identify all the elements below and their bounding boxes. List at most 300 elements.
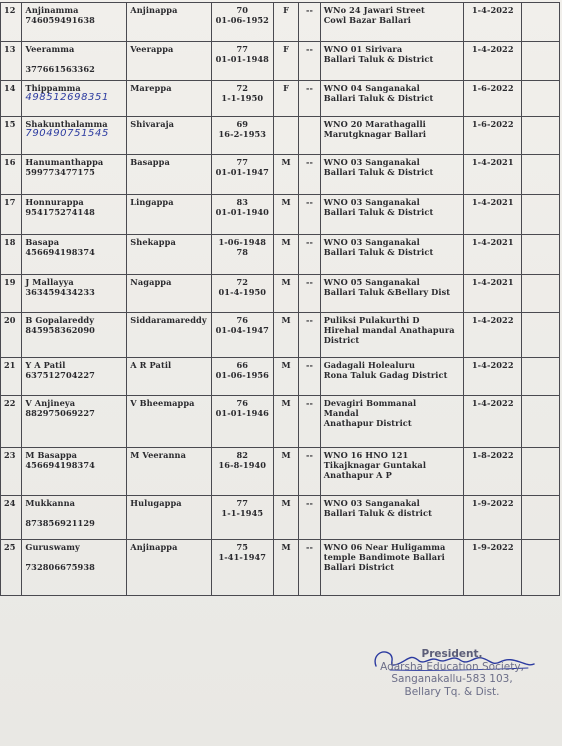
member-name: Shakunthalamma	[25, 119, 108, 129]
gender: M	[281, 542, 291, 552]
table-row	[1, 496, 560, 540]
dash-cell	[299, 81, 320, 117]
address-line: Devagiri Bommanal	[323, 398, 417, 408]
joining-date-cell	[464, 540, 522, 596]
dash-cell	[299, 42, 320, 81]
dash-mark: --	[306, 197, 313, 207]
dash-mark: --	[306, 360, 313, 370]
dash-cell	[299, 313, 320, 358]
address-line: Ballari Taluk & district	[323, 508, 432, 518]
blank-cell	[522, 496, 560, 540]
joining-date-cell	[464, 275, 522, 313]
serial-number-cell	[1, 195, 22, 235]
father-name-cell	[127, 358, 212, 396]
handwritten-number: 790490751545	[25, 128, 109, 139]
address-line: Anathapur District	[323, 418, 412, 428]
address-line: District	[323, 335, 360, 345]
address-cell	[320, 3, 464, 42]
joining-date: 1-8-2022	[471, 450, 514, 460]
serial-number: 13	[4, 44, 16, 54]
address-cell	[320, 81, 464, 117]
date-of-birth: 16-8-1940	[218, 460, 267, 470]
dash-mark: --	[306, 5, 313, 15]
joining-date: 1-4-2022	[471, 360, 514, 370]
serial-number: 15	[4, 119, 16, 129]
date-of-birth: 1-41-1947	[218, 552, 267, 562]
president-stamp	[352, 648, 552, 698]
gender-cell	[273, 3, 298, 42]
handwritten-number: 498512698351	[25, 92, 109, 103]
age-value: 76	[236, 398, 249, 408]
serial-number: 12	[4, 5, 16, 15]
age-dob-cell	[211, 42, 273, 81]
address-line: Gadagali Holealuru	[323, 360, 416, 370]
member-name: Guruswamy	[25, 542, 80, 552]
address-line: WNO 03 Sanganakal	[323, 157, 420, 167]
address-line: WNO 03 Sanganakal	[323, 237, 420, 247]
father-name-cell	[127, 42, 212, 81]
member-name: M Basappa	[25, 450, 78, 460]
joining-date-cell	[464, 3, 522, 42]
gender-cell	[273, 195, 298, 235]
member-name: V Anjineya	[25, 398, 76, 408]
dash-mark: --	[306, 398, 313, 408]
joining-date-cell	[464, 155, 522, 195]
joining-date-cell	[464, 496, 522, 540]
address-line: Ballari Taluk & District	[323, 93, 434, 103]
serial-number-cell	[1, 3, 22, 42]
joining-date: 1-4-2021	[471, 277, 514, 287]
member-name: B Gopalareddy	[25, 315, 95, 325]
gender: M	[281, 398, 291, 408]
address-cell	[320, 496, 464, 540]
address-cell	[320, 313, 464, 358]
age-value: 76	[236, 315, 249, 325]
member-id-number: 746059491638	[25, 15, 95, 25]
address-line: Rona Taluk Gadag District	[323, 370, 448, 380]
father-name: V Bheemappa	[130, 398, 195, 408]
gender: F	[283, 44, 290, 54]
table-row	[1, 275, 560, 313]
gender-cell	[273, 448, 298, 496]
date-of-birth: 01-4-1950	[218, 287, 267, 297]
age-dob-cell	[211, 396, 273, 448]
father-name: Siddaramareddy	[130, 315, 207, 325]
serial-number-cell	[1, 448, 22, 496]
father-name: Mareppa	[130, 83, 172, 93]
father-name-cell	[127, 81, 212, 117]
joining-date: 1-4-2022	[471, 5, 514, 15]
address-line: WNo 24 Jawari Street	[323, 5, 425, 15]
blank-cell	[522, 275, 560, 313]
father-name-cell	[127, 235, 212, 275]
date-of-birth: 01-01-1940	[215, 207, 269, 217]
date-of-birth: 01-06-1952	[215, 15, 269, 25]
member-register-table	[0, 2, 560, 596]
address-cell	[320, 275, 464, 313]
gender-cell	[273, 358, 298, 396]
father-name: Shivaraja	[130, 119, 175, 129]
serial-number-cell	[1, 496, 22, 540]
member-name: Thippamma	[25, 83, 81, 93]
spacer	[25, 508, 123, 518]
address-cell	[320, 396, 464, 448]
father-name: Lingappa	[130, 197, 174, 207]
dash-cell	[299, 155, 320, 195]
joining-date-cell	[464, 42, 522, 81]
joining-date-cell	[464, 117, 522, 155]
member-name: Mukkanna	[25, 498, 76, 508]
table-row	[1, 396, 560, 448]
gender-cell	[273, 275, 298, 313]
dash-mark: --	[306, 277, 313, 287]
member-name: Anjinamma	[25, 5, 79, 15]
gender: M	[281, 237, 291, 247]
blank-cell	[522, 358, 560, 396]
age-value: 1-06-1948	[218, 237, 267, 247]
dash-cell	[299, 275, 320, 313]
member-name-cell	[22, 155, 127, 195]
date-of-birth: 1-1-1945	[221, 508, 264, 518]
address-line: WNO 05 Sanganakal	[323, 277, 420, 287]
gender: M	[281, 450, 291, 460]
serial-number-cell	[1, 396, 22, 448]
member-id-number: 363459434233	[25, 287, 95, 297]
joining-date: 1-4-2022	[471, 315, 514, 325]
joining-date: 1-6-2022	[471, 119, 514, 129]
member-id-number: 882975069227	[25, 408, 95, 418]
gender-cell	[273, 496, 298, 540]
dash-cell	[299, 448, 320, 496]
joining-date: 1-4-2021	[471, 157, 514, 167]
dash-mark: --	[306, 157, 313, 167]
father-name-cell	[127, 448, 212, 496]
father-name-cell	[127, 313, 212, 358]
address-line: Ballari Taluk & District	[323, 207, 434, 217]
gender: M	[281, 197, 291, 207]
address-cell	[320, 448, 464, 496]
dash-mark: --	[306, 315, 313, 325]
serial-number-cell	[1, 81, 22, 117]
date-of-birth: 1-1-1950	[221, 93, 264, 103]
member-id-number: 954175274148	[25, 207, 95, 217]
serial-number: 16	[4, 157, 16, 167]
address-line: WNO 03 Sanganakal	[323, 498, 420, 508]
member-name-cell	[22, 358, 127, 396]
age-dob-cell	[211, 81, 273, 117]
address-line: WNO 20 Marathagalli	[323, 119, 426, 129]
address-line: Cowl Bazar Ballari	[323, 15, 411, 25]
age-dob-cell	[211, 313, 273, 358]
age-dob-cell	[211, 155, 273, 195]
age-value: 82	[236, 450, 249, 460]
address-cell	[320, 540, 464, 596]
blank-cell	[522, 155, 560, 195]
gender: F	[283, 83, 290, 93]
gender-cell	[273, 42, 298, 81]
table-row	[1, 313, 560, 358]
serial-number: 24	[4, 498, 16, 508]
serial-number-cell	[1, 313, 22, 358]
stamp-district: Bellary Tq. & Dist.	[404, 685, 500, 698]
address-line: Mandal	[323, 408, 359, 418]
spacer	[25, 552, 123, 562]
table-row	[1, 3, 560, 42]
age-dob-cell	[211, 275, 273, 313]
serial-number: 14	[4, 83, 16, 93]
spacer	[25, 54, 123, 64]
dash-mark: --	[306, 44, 313, 54]
serial-number: 25	[4, 542, 16, 552]
gender-cell	[273, 396, 298, 448]
serial-number-cell	[1, 540, 22, 596]
address-line: Ballari Taluk &Bellary Dist	[323, 287, 451, 297]
joining-date: 1-4-2021	[471, 237, 514, 247]
gender-cell	[273, 313, 298, 358]
gender-cell	[273, 540, 298, 596]
table-row	[1, 155, 560, 195]
age-value: 77	[236, 44, 249, 54]
joining-date-cell	[464, 396, 522, 448]
address-line: Anathapur A P	[323, 470, 392, 480]
gender-cell	[273, 81, 298, 117]
member-id-number: 377661563362	[25, 64, 95, 74]
father-name: M Veeranna	[130, 450, 187, 460]
age-value: 66	[236, 360, 249, 370]
member-name: Veeramma	[25, 44, 75, 54]
member-name-cell	[22, 496, 127, 540]
member-name-cell	[22, 448, 127, 496]
member-id-number: 456694198374	[25, 460, 95, 470]
table-row	[1, 117, 560, 155]
member-id-number: 637512704227	[25, 370, 95, 380]
table-row	[1, 235, 560, 275]
father-name: Anjinappa	[130, 5, 178, 15]
age-dob-cell	[211, 540, 273, 596]
age-dob-cell	[211, 3, 273, 42]
serial-number-cell	[1, 155, 22, 195]
address-line: Ballari Taluk & District	[323, 167, 434, 177]
age-value: 83	[236, 197, 249, 207]
age-dob-cell	[211, 358, 273, 396]
joining-date-cell	[464, 448, 522, 496]
member-id-number: 732806675938	[25, 562, 95, 572]
blank-cell	[522, 313, 560, 358]
dash-mark: --	[306, 450, 313, 460]
father-name-cell	[127, 195, 212, 235]
joining-date: 1-4-2022	[471, 44, 514, 54]
age-value: 72	[236, 83, 249, 93]
serial-number-cell	[1, 235, 22, 275]
member-name-cell	[22, 3, 127, 42]
gender: M	[281, 157, 291, 167]
table-row	[1, 448, 560, 496]
address-line: WNO 16 HNO 121	[323, 450, 409, 460]
address-line: Puliksi Pulakurthi D	[323, 315, 420, 325]
dash-cell	[299, 117, 320, 155]
joining-date-cell	[464, 81, 522, 117]
blank-cell	[522, 235, 560, 275]
address-cell	[320, 235, 464, 275]
member-name: Y A Patil	[25, 360, 66, 370]
serial-number: 19	[4, 277, 16, 287]
member-name-cell	[22, 275, 127, 313]
serial-number-cell	[1, 42, 22, 81]
address-line: WNO 03 Sanganakal	[323, 197, 420, 207]
father-name: Nagappa	[130, 277, 172, 287]
joining-date-cell	[464, 195, 522, 235]
father-name-cell	[127, 540, 212, 596]
dash-mark: --	[306, 83, 313, 93]
joining-date-cell	[464, 235, 522, 275]
table-row	[1, 195, 560, 235]
stamp-organisation: Adarsha Education Society,	[380, 660, 524, 673]
table-row	[1, 358, 560, 396]
joining-date: 1-4-2022	[471, 398, 514, 408]
father-name: Anjinappa	[130, 542, 178, 552]
member-name-cell	[22, 195, 127, 235]
member-id-number: 845958362090	[25, 325, 95, 335]
serial-number: 23	[4, 450, 16, 460]
dash-mark: --	[306, 237, 313, 247]
address-line: temple Bandimote Ballari	[323, 552, 445, 562]
gender-cell	[273, 117, 298, 155]
age-dob-cell	[211, 496, 273, 540]
member-name-cell	[22, 313, 127, 358]
address-line: WNO 01 Sirivara	[323, 44, 403, 54]
blank-cell	[522, 117, 560, 155]
date-of-birth: 01-01-1947	[215, 167, 269, 177]
gender-cell	[273, 155, 298, 195]
date-of-birth: 01-01-1948	[215, 54, 269, 64]
dash-mark: --	[306, 498, 313, 508]
date-of-birth: 01-01-1946	[215, 408, 269, 418]
blank-cell	[522, 396, 560, 448]
blank-cell	[522, 3, 560, 42]
joining-date: 1-9-2022	[471, 498, 514, 508]
member-name-cell	[22, 235, 127, 275]
address-line: Marutgknagar Ballari	[323, 129, 427, 139]
serial-number: 22	[4, 398, 16, 408]
age-value: 70	[236, 5, 249, 15]
gender-cell	[273, 235, 298, 275]
serial-number-cell	[1, 275, 22, 313]
age-dob-cell	[211, 117, 273, 155]
age-value: 69	[236, 119, 249, 129]
address-line: Hirehal mandal Anathapura	[323, 325, 455, 335]
age-dob-cell	[211, 448, 273, 496]
joining-date: 1-6-2022	[471, 83, 514, 93]
dash-mark: --	[306, 542, 313, 552]
father-name-cell	[127, 155, 212, 195]
gender: M	[281, 360, 291, 370]
father-name-cell	[127, 3, 212, 42]
father-name-cell	[127, 396, 212, 448]
gender: F	[283, 5, 290, 15]
serial-number: 17	[4, 197, 16, 207]
age-value: 77	[236, 498, 249, 508]
dash-cell	[299, 3, 320, 42]
address-line: WNO 04 Sanganakal	[323, 83, 420, 93]
stamp-title: President,	[421, 648, 483, 660]
father-name: Shekappa	[130, 237, 176, 247]
address-line: Tikajknagar Guntakal	[323, 460, 427, 470]
dash-cell	[299, 235, 320, 275]
date-of-birth: 16-2-1953	[218, 129, 267, 139]
serial-number-cell	[1, 117, 22, 155]
serial-number: 21	[4, 360, 16, 370]
father-name: Hulugappa	[130, 498, 182, 508]
date-of-birth: 01-06-1956	[215, 370, 269, 380]
address-cell	[320, 195, 464, 235]
joining-date-cell	[464, 313, 522, 358]
dash-cell	[299, 540, 320, 596]
joining-date: 1-9-2022	[471, 542, 514, 552]
stamp-place: Sanganakallu-583 103,	[391, 673, 513, 685]
age-value: 77	[236, 157, 249, 167]
joining-date-cell	[464, 358, 522, 396]
address-cell	[320, 358, 464, 396]
table-row	[1, 540, 560, 596]
blank-cell	[522, 81, 560, 117]
member-name-cell	[22, 540, 127, 596]
table-row	[1, 81, 560, 117]
serial-number: 20	[4, 315, 16, 325]
member-id-number: 599773477175	[25, 167, 95, 177]
age-dob-cell	[211, 235, 273, 275]
member-name: Basapa	[25, 237, 60, 247]
member-name: J Mallayya	[25, 277, 74, 287]
joining-date: 1-4-2021	[471, 197, 514, 207]
member-name: Hanumanthappa	[25, 157, 104, 167]
father-name-cell	[127, 275, 212, 313]
gender: M	[281, 498, 291, 508]
member-name-cell	[22, 42, 127, 81]
address-line: Ballari Taluk & District	[323, 54, 434, 64]
blank-cell	[522, 195, 560, 235]
address-line: Ballari Taluk & District	[323, 247, 434, 257]
member-id-number: 873856921129	[25, 518, 95, 528]
address-line: Ballari District	[323, 562, 395, 572]
father-name-cell	[127, 117, 212, 155]
blank-cell	[522, 42, 560, 81]
address-cell	[320, 155, 464, 195]
age-value: 72	[236, 277, 249, 287]
address-line: WNO 06 Near Huligamma	[323, 542, 446, 552]
serial-number-cell	[1, 358, 22, 396]
dash-cell	[299, 358, 320, 396]
father-name: Veerappa	[130, 44, 174, 54]
member-name-cell	[22, 117, 127, 155]
dash-cell	[299, 195, 320, 235]
member-name: Honnurappa	[25, 197, 84, 207]
age-value: 75	[236, 542, 249, 552]
age-dob-cell	[211, 195, 273, 235]
date-of-birth: 01-04-1947	[215, 325, 269, 335]
serial-number: 18	[4, 237, 16, 247]
table-row	[1, 42, 560, 81]
dash-cell	[299, 496, 320, 540]
gender: M	[281, 277, 291, 287]
blank-cell	[522, 540, 560, 596]
blank-cell	[522, 448, 560, 496]
address-cell	[320, 42, 464, 81]
member-name-cell	[22, 396, 127, 448]
address-cell	[320, 117, 464, 155]
member-name-cell	[22, 81, 127, 117]
father-name: Basappa	[130, 157, 170, 167]
father-name-cell	[127, 496, 212, 540]
